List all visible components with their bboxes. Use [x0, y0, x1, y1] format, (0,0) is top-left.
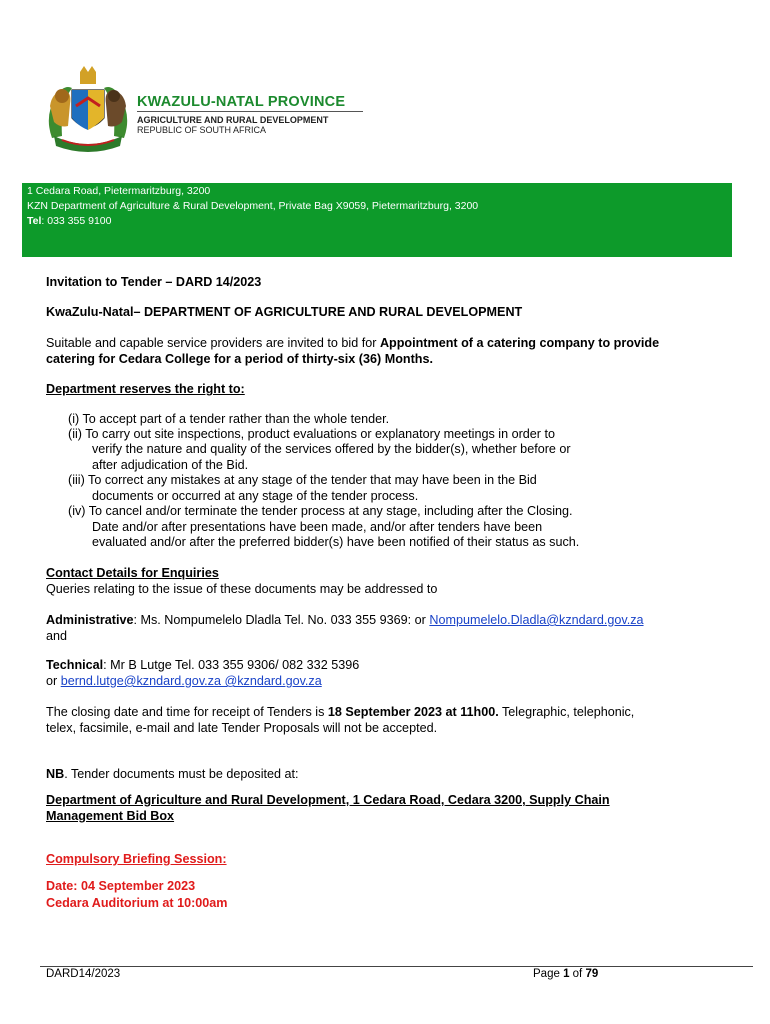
admin-text: : Ms. Nompumelelo Dladla Tel. No. 033 355 9369: or — [133, 613, 430, 627]
page-current: 1 — [563, 968, 570, 980]
tech-label: Technical — [46, 658, 104, 672]
banner-tel — [27, 214, 111, 229]
page-label: Page — [533, 968, 564, 980]
banner-tel-label: Tel — [27, 215, 42, 227]
intro-bold-1: Appointment of a catering company to provide — [379, 336, 660, 350]
footer-divider — [40, 966, 753, 967]
closing-date: 18 September 2023 at 11h00. — [327, 705, 499, 719]
admin-label: Administrative — [46, 613, 134, 627]
page-number — [533, 968, 598, 980]
doc-title: Invitation to Tender – DARD 14/2023 — [46, 275, 262, 289]
tech-text: : Mr B Lutge Tel. 033 355 9306/ 082 332 5396 — [103, 658, 360, 672]
closing-line-1 — [46, 704, 634, 720]
nb-line — [46, 766, 299, 782]
closing-text-1: The closing date and time for receipt of Tenders is — [46, 705, 328, 719]
rights-item-iv: (iv) To cancel and/or terminate the tender process at any stage, including after the Closing. — [68, 504, 573, 518]
rights-item-iv-cont: evaluated and/or after the preferred bidder(s) have been notified of their status as such. — [92, 535, 580, 549]
tech-contact-line — [46, 657, 359, 673]
rights-item-iii-cont: documents or occurred at any stage of the tender process. — [92, 489, 419, 503]
tech-email-link[interactable]: bernd.lutge@kzndard.gov.za @kzndard.gov.za — [60, 674, 322, 688]
admin-email-link[interactable]: Nompumelelo.Dladla@kzndard.gov.za — [429, 613, 644, 627]
rights-heading: Department reserves the right to: — [46, 382, 245, 396]
briefing-venue: Cedara Auditorium at 10:00am — [46, 896, 228, 910]
rights-item-ii-cont: after adjudication of the Bid. — [92, 458, 249, 472]
contact-banner — [22, 183, 732, 257]
header-divider — [137, 111, 363, 112]
tech-email-line — [46, 673, 322, 689]
briefing-date: Date: 04 September 2023 — [46, 879, 196, 893]
banner-address: 1 Cedara Road, Pietermaritzburg, 3200 — [27, 185, 211, 197]
and-text: and — [46, 629, 68, 643]
contact-intro: Queries relating to the issue of these documents may be addressed to — [46, 582, 438, 596]
rights-item-ii-cont: verify the nature and quality of the services offered by the bidder(s), whether before or — [92, 442, 571, 456]
department-name: AGRICULTURE AND RURAL DEVELOPMENT — [137, 115, 329, 125]
rights-item-i: (i) To accept part of a tender rather than the whole tender. — [68, 412, 390, 426]
closing-line-2: telex, facsimile, e-mail and late Tender Proposals will not be accepted. — [46, 721, 438, 735]
banner-tel-value: : 033 355 9100 — [41, 215, 112, 227]
rights-item-iii: (iii) To correct any mistakes at any stage of the tender that may have been in the Bid — [68, 473, 537, 487]
page-of: of — [569, 968, 586, 980]
deposit-address-2: Management Bid Box — [46, 809, 175, 823]
briefing-heading: Compulsory Briefing Session: — [46, 852, 227, 866]
rights-item-iv-cont: Date and/or after presentations have been made, and/or after tenders have been — [92, 520, 543, 534]
intro-plain: Suitable and capable service providers are invited to bid for — [46, 336, 380, 350]
intro-line-1 — [46, 335, 659, 351]
contact-heading: Contact Details for Enquiries — [46, 566, 219, 580]
rights-item-ii: (ii) To carry out site inspections, product evaluations or explanatory meetings in order to — [68, 427, 555, 441]
province-title: KWAZULU-NATAL PROVINCE — [137, 94, 346, 110]
nb-label: NB — [46, 767, 65, 781]
intro-bold-2: catering for Cedara College for a period of thirty-six (36) Months. — [46, 352, 433, 366]
republic-name: REPUBLIC OF SOUTH AFRICA — [137, 125, 267, 135]
tech-or: or — [46, 674, 61, 688]
banner-postal: KZN Department of Agriculture & Rural Development, Private Bag X9059, Pietermaritzburg, 3200 — [27, 200, 479, 212]
nb-text: . Tender documents must be deposited at: — [64, 767, 299, 781]
page-total: 79 — [585, 968, 599, 980]
doc-dept-line: KwaZulu-Natal– DEPARTMENT OF AGRICULTURE AND RURAL DEVELOPMENT — [46, 305, 523, 319]
closing-text-2: Telegraphic, telephonic, — [498, 705, 635, 719]
kzn-coat-of-arms-logo — [42, 66, 134, 154]
footer-reference: DARD14/2023 — [46, 968, 121, 980]
admin-contact-line — [46, 612, 644, 628]
deposit-address-1: Department of Agriculture and Rural Development, 1 Cedara Road, Cedara 3200, Supply Chain — [46, 793, 610, 807]
